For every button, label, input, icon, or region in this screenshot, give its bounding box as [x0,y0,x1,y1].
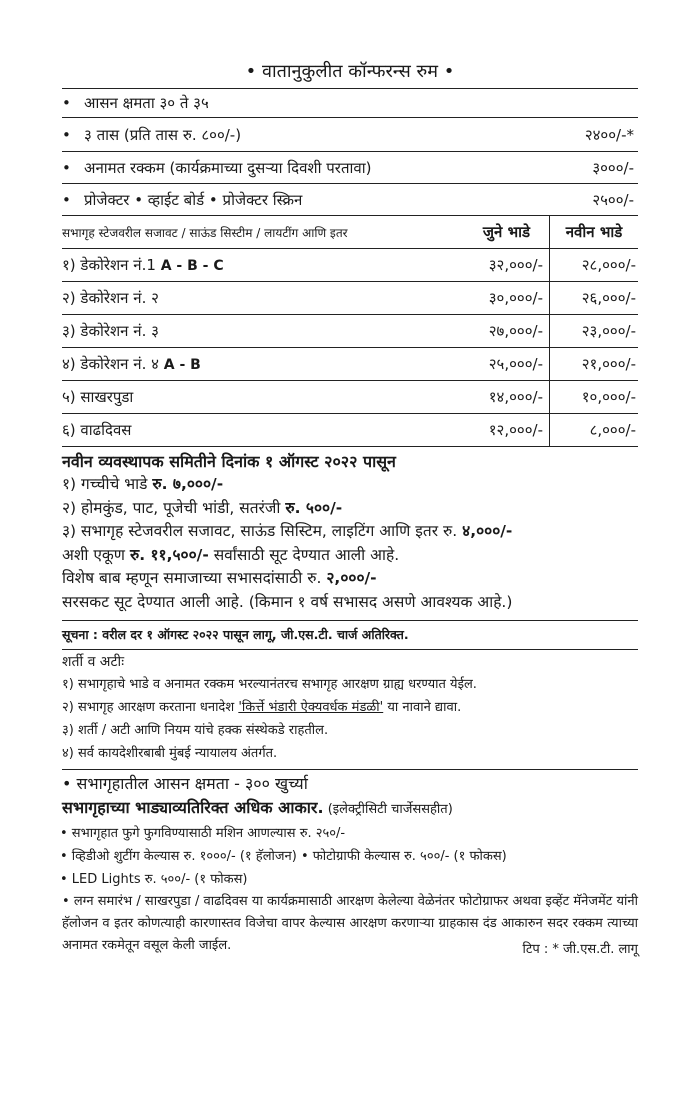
ac-row-label: ३ तास (प्रति तास रु. ८००/-) [84,125,242,144]
terms-heading: शर्ती व अटीः [62,654,125,670]
ac-row-amount: २५००/- [592,190,634,209]
old-rate: १४,०००/- [464,381,550,413]
hall-charges [62,770,638,957]
discount-heading: नवीन व्यवस्थापक समितीने दिनांक १ ऑगस्ट २०२२ पासून [62,452,396,471]
ac-row-capacity [62,89,638,118]
new-rate: २३,०००/- [581,322,636,340]
row-label: १) डेकोरेशन नं.1 A - B - C [62,256,224,274]
ac-row-projector [62,184,638,216]
extra-charge-item: • सभागृहात फुगे फुगविण्यासाठी मशिन आणल्यास रु. २५०/- [60,826,346,841]
ac-row-hourly [62,118,638,152]
gst-tip: टिप : * जी.एस.टी. लागू [522,942,638,957]
ac-row-label: आसन क्षमता ३० ते ३५ [84,94,209,112]
table-row [62,348,638,381]
table-row [62,249,638,282]
notice: सूचना : वरील दर १ ऑगस्ट २०२२ पासून लागू, जी.एस.टी. चार्ज अतिरिक्त. [62,621,638,650]
discount-line: सरसकट सूट देण्यात आली आहे. (किमान १ वर्ष सभासद असणे आवश्यक आहे.) [62,592,513,611]
header-description: सभागृह स्टेजवरील सजावट / साऊंड सिस्टीम / लायटींग आणि इतर [62,225,348,240]
new-rate: १०,०००/- [581,388,636,406]
old-rate: २७,०००/- [464,315,550,347]
new-committee-discounts [62,447,638,621]
row-label: ६) वाढदिवस [62,421,132,439]
row-label: ४) डेकोरेशन नं. ४ A - B [62,355,201,373]
new-rate: २१,०००/- [581,355,636,373]
ac-row-deposit [62,152,638,184]
old-rate: ३०,०००/- [464,282,550,314]
old-rate: १२,०००/- [464,414,550,446]
ac-row-amount: २४००/-* [584,125,634,144]
ac-row-label: प्रोजेक्टर • व्हाईट बोर्ड • प्रोजेक्टर स्क्रिन [84,190,303,209]
extra-charges-heading: सभागृहाच्या भाड्याव्यतिरिक्त अधिक आकार. (इलेक्ट्रीसिटी चार्जेससहीत) [62,798,453,817]
header-old-rate: जुने भाडे [464,216,550,248]
bullet-icon: • [62,190,71,209]
discount-line: २) होमकुंड, पाट, पूजेची भांडी, सतरंजी रु. ५००/- [62,498,343,517]
new-rate: २८,०००/- [581,256,636,274]
table-row [62,282,638,315]
term-line: ३) शर्ती / अटी आणि नियम यांचे हक्क संस्थेकडे राहतील. [62,723,329,738]
penalty-paragraph: • लग्न समारंभ / साखरपुडा / वाढदिवस या कार्यक्रमासाठी आरक्षण केलेल्या वेळेनंतर फोटोग्राफर अथवा इव्हेंट मॅनेजमेंट यांनी हॅलोजन व इतर कोणत्याही कारणास्तव विजेचा वापर केल्यास आरक्षण करणाऱ्या ग्राहकास दंड आकारुन सदर रक्कम त्याच्या अनामत रकमेतून वसूल केली जाईल. [62,894,638,953]
table-row [62,315,638,348]
discount-line: ३) सभागृह स्टेजवरील सजावट, साऊंड सिस्टिम, लाइटिंग आणि इतर रु. ४,०००/- [62,522,513,540]
discount-line: अशी एकूण रु. ११,५००/- सर्वांसाठी सूट देण्यात आली आहे. [62,545,400,564]
discount-line: विशेष बाब म्हणून समाजाच्या सभासदांसाठी रु. २,०००/- [62,569,377,587]
hall-capacity: • सभागृहातील आसन क्षमता - ३०० खुर्च्या [62,774,308,793]
term-line: २) सभागृह आरक्षण करताना धनादेश 'किर्त्ते भंडारी ऐक्यवर्धक मंडळी' या नावाने द्यावा. [62,700,462,715]
term-line: ४) सर्व कायदेशीरबाबी मुंबई न्यायालय अंतर्गत. [62,746,278,761]
new-rate: ८,०००/- [589,421,636,439]
ac-row-label: अनामत रक्कम (कार्यक्रमाच्या दुसऱ्या दिवशी परतावा) [84,158,372,177]
decoration-rate-table [62,216,638,447]
table-row [62,414,638,446]
header-new-rate: नवीन भाडे [565,223,623,241]
new-rate: २६,०००/- [581,289,636,307]
extra-charge-item: • व्हिडीओ शुटींग केल्यास रु. १०००/- (१ हॅलोजन) • फोटोग्राफी केल्यास रु. ५००/- (१ फोकस) [60,849,507,864]
table-header [62,216,638,249]
terms-and-conditions [62,650,638,770]
old-rate: ३२,०००/- [464,249,550,281]
row-label: ३) डेकोरेशन नं. ३ [62,322,159,340]
row-label: २) डेकोरेशन नं. २ [62,289,159,307]
rate-card [62,58,638,957]
extra-charge-item: • LED Lights रु. ५००/- (१ फोकस) [60,872,248,887]
term-line: १) सभागृहाचे भाडे व अनामत रक्कम भरल्यानंतरच सभागृह आरक्षण ग्राह्य धरण्यात येईल. [62,677,477,692]
bullet-icon: • [62,125,71,144]
old-rate: २५,०००/- [464,348,550,380]
page-title: • वातानुकुलीत कॉन्फरन्स रुम • [62,58,638,89]
ac-row-amount: ३०००/- [592,158,634,177]
bullet-icon: • [62,158,71,177]
bullet-icon: • [62,94,71,112]
row-label: ५) साखरपुडा [62,388,134,406]
table-row [62,381,638,414]
discount-line: १) गच्चीचे भाडे रु. ७,०००/- [62,475,224,493]
